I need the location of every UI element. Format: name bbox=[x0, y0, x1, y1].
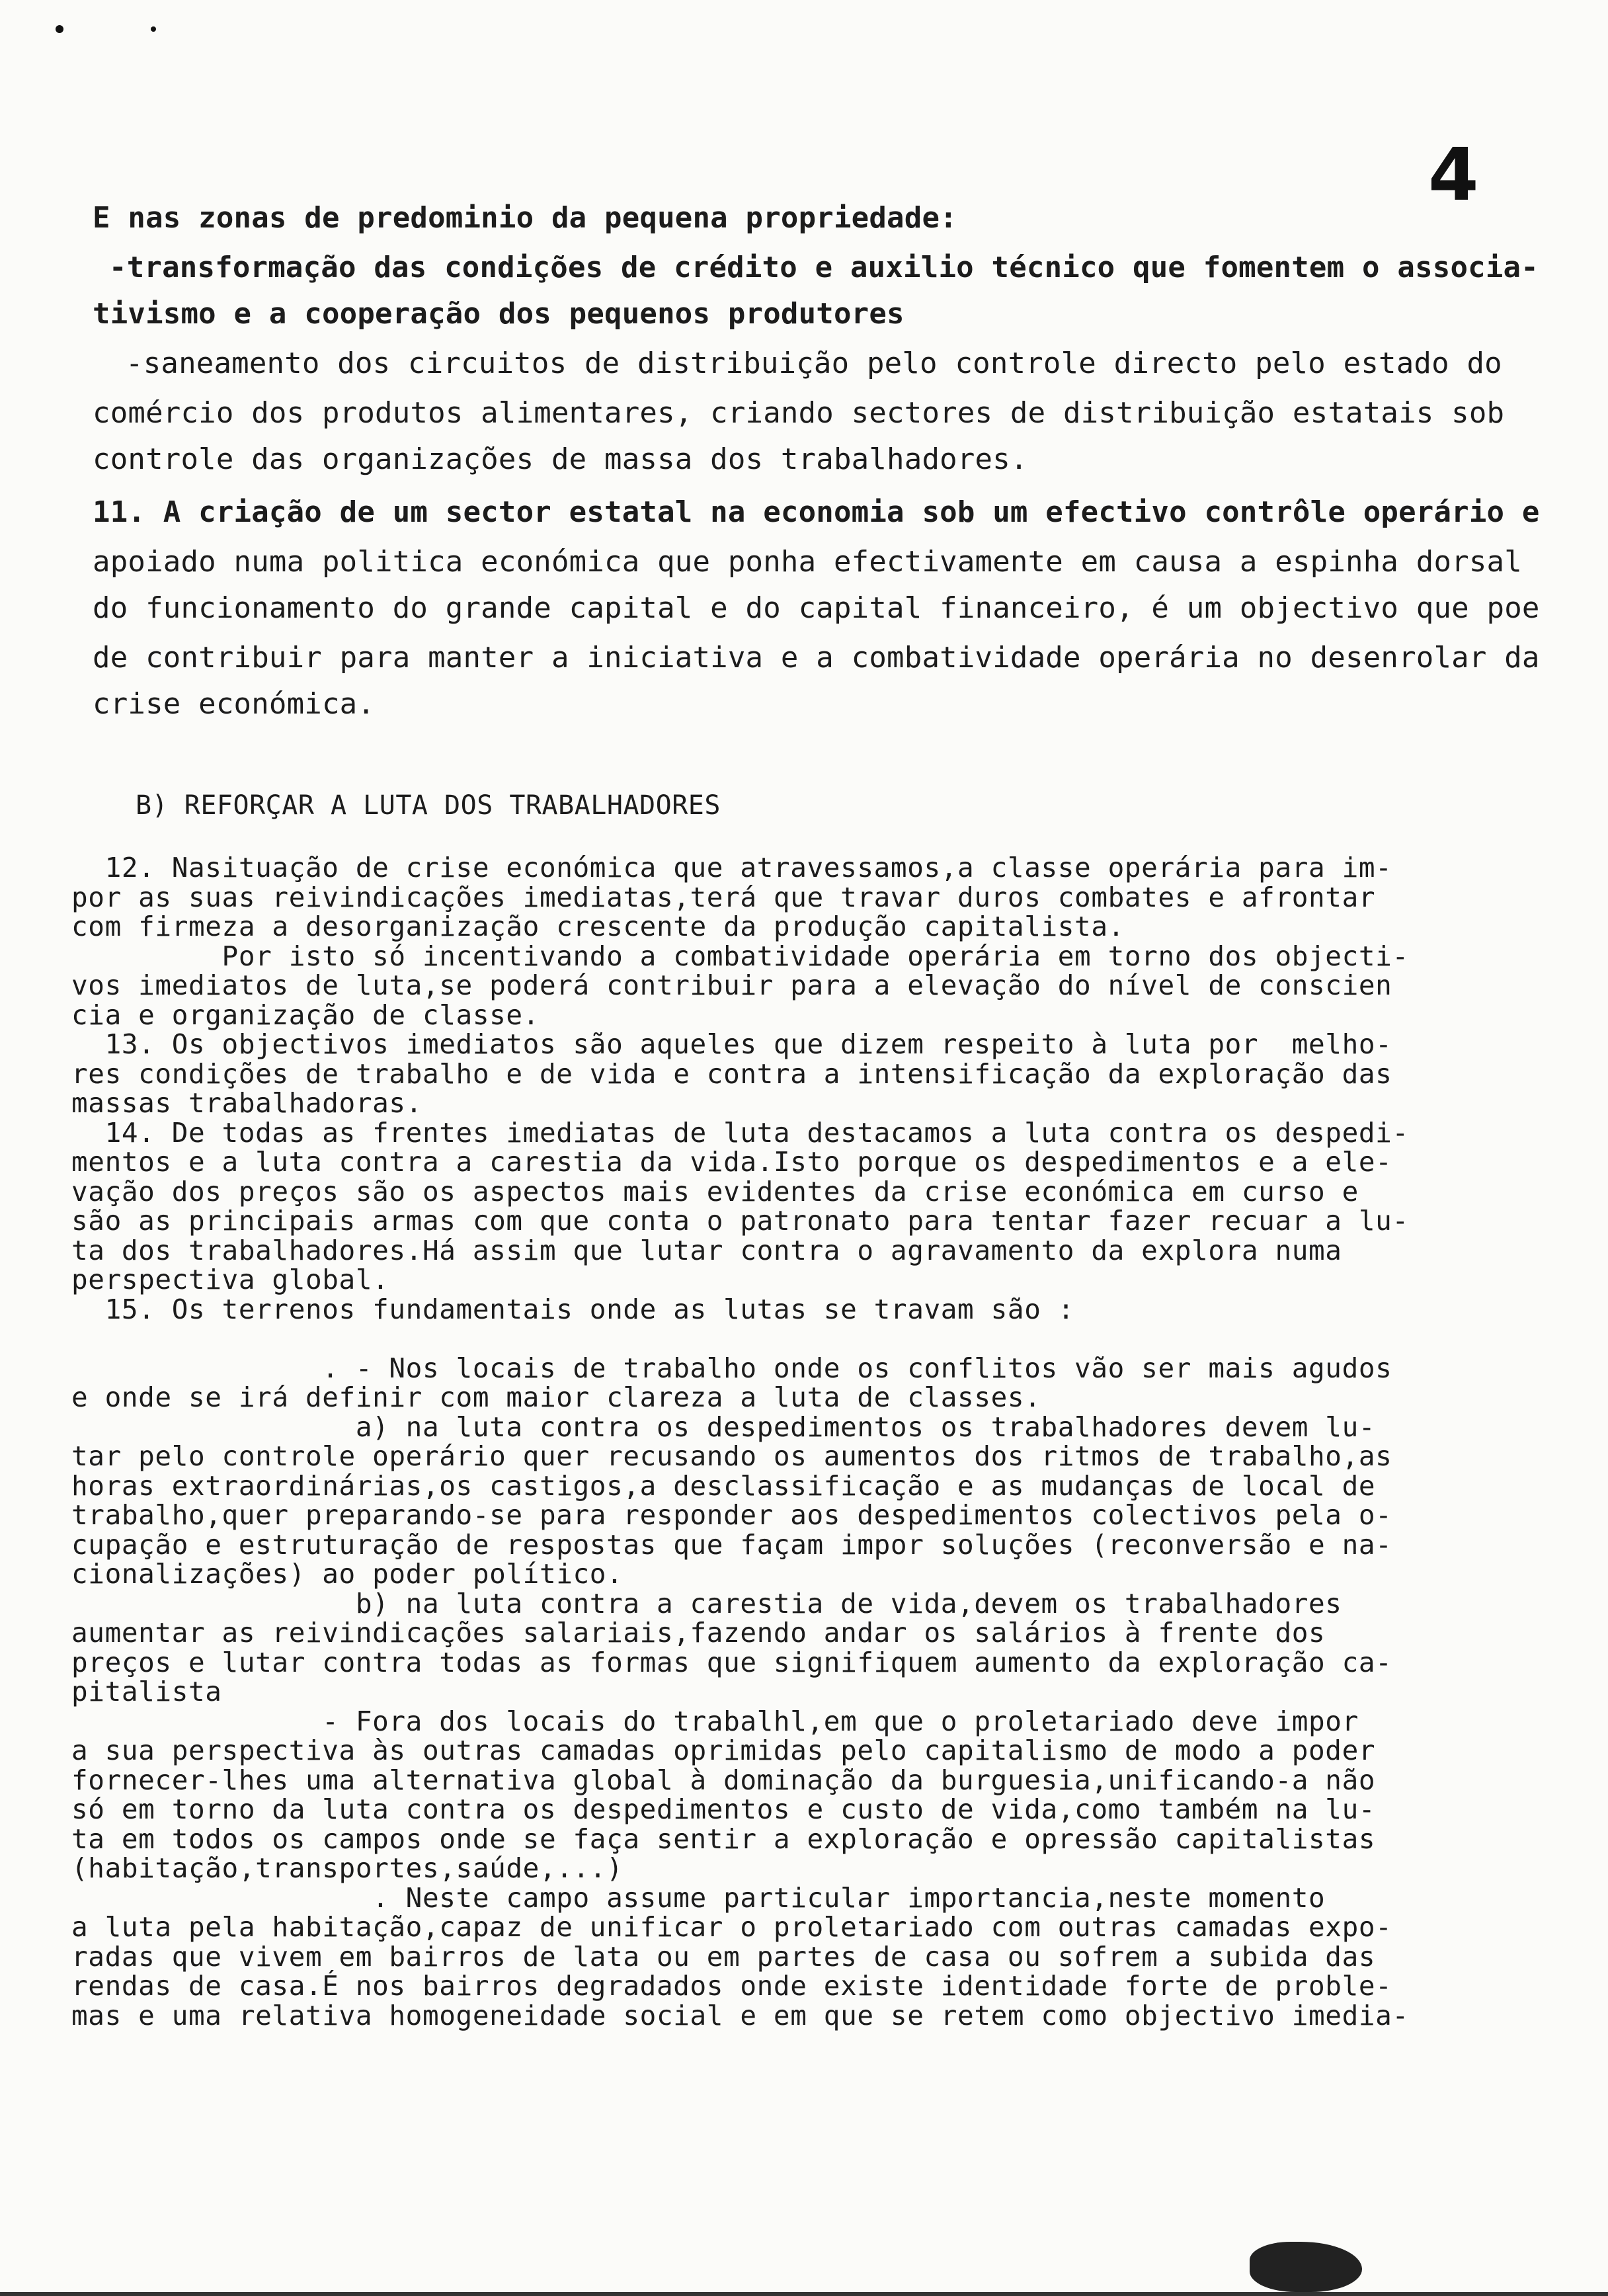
scan-mark-top-left-small bbox=[151, 26, 156, 32]
ink-blot bbox=[1250, 2242, 1362, 2292]
section2-line: vos imediatos de luta,se poderá contribuir para a elevação do nível de conscien bbox=[71, 969, 1392, 1001]
section2-line: radas que vivem em bairros de lata ou em partes de casa ou sofrem a subida das bbox=[71, 1941, 1376, 1973]
section2-line: res condições de trabalho e de vida e contra a intensificação da exploração das bbox=[71, 1058, 1392, 1090]
section1-line: de contribuir para manter a iniciativa e a combatividade operária no desenrolar da bbox=[93, 641, 1540, 675]
section2-line: tar pelo controle operário quer recusando os aumentos dos ritmos de trabalho,as bbox=[71, 1440, 1392, 1472]
section2-line: 14. De todas as frentes imediatas de luta destacamos a luta contra os despedi- bbox=[71, 1117, 1409, 1149]
section2-line: b) na luta contra a carestia de vida,devem os trabalhadores bbox=[71, 1588, 1342, 1620]
section2-line: perspectiva global. bbox=[71, 1264, 389, 1295]
section1-line: 11. A criação de um sector estatal na economia sob um efectivo contrôle operário e bbox=[93, 495, 1540, 529]
section1-line: -transformação das condições de crédito e auxilio técnico que fomentem o associa- bbox=[109, 251, 1539, 284]
section2-line: . Neste campo assume particular importancia,neste momento bbox=[71, 1882, 1326, 1914]
section1-line: E nas zonas de predominio da pequena propriedade: bbox=[93, 201, 957, 235]
section2-line: Por isto só incentivando a combatividade operária em torno dos objecti- bbox=[71, 940, 1409, 972]
section2-line: rendas de casa.É nos bairros degradados onde existe identidade forte de proble- bbox=[71, 1970, 1392, 2002]
section2-line: horas extraordinárias,os castigos,a desclassificação e as mudanças de local de bbox=[71, 1470, 1376, 1502]
bottom-edge bbox=[0, 2292, 1608, 2296]
section2-line: a luta pela habitação,capaz de unificar o proletariado com outras camadas expo- bbox=[71, 1911, 1392, 1943]
section2-line: a sua perspectiva às outras camadas oprimidas pelo capitalismo de modo a poder bbox=[71, 1735, 1376, 1766]
section2-line: vação dos preços são os aspectos mais evidentes da crise económica em curso e bbox=[71, 1176, 1359, 1208]
section2-line: fornecer-lhes uma alternativa global à dominação da burguesia,unificando-a não bbox=[71, 1764, 1376, 1796]
section2-line: - Fora dos locais do trabalhl,em que o proletariado deve impor bbox=[71, 1705, 1359, 1737]
section1-line: crise económica. bbox=[93, 687, 376, 721]
section1-line: comércio dos produtos alimentares, criando sectores de distribuição estatais sob bbox=[93, 396, 1505, 430]
section1-line: do funcionamento do grande capital e do capital financeiro, é um objectivo que poe bbox=[93, 591, 1540, 625]
section2-line: aumentar as reivindicações salariais,fazendo andar os salários à frente dos bbox=[71, 1617, 1326, 1649]
section2-line: 12. Nasituação de crise económica que atravessamos,a classe operária para im- bbox=[71, 852, 1392, 883]
section2-line: cionalizações) ao poder político. bbox=[71, 1558, 623, 1590]
section2-line: trabalho,quer preparando-se para responder aos despedimentos colectivos pela o- bbox=[71, 1499, 1392, 1531]
section2-line: 13. Os objectivos imediatos são aqueles que dizem respeito à luta por melho- bbox=[71, 1028, 1392, 1060]
section2-line: cupação e estruturação de respostas que façam impor soluções (reconversão e na- bbox=[71, 1529, 1392, 1561]
section1-line: tivismo e a cooperação dos pequenos produtores bbox=[93, 297, 904, 331]
section1-line: -saneamento dos circuitos de distribuição pelo controle directo pelo estado do bbox=[126, 347, 1502, 380]
section2-line: são as principais armas com que conta o patronato para tentar fazer recuar a lu- bbox=[71, 1205, 1409, 1237]
section2-line: mas e uma relativa homogeneidade social e em que se retem como objectivo imedia- bbox=[71, 2000, 1409, 2031]
section2-line: . - Nos locais de trabalho onde os conflitos vão ser mais agudos bbox=[71, 1352, 1392, 1384]
section1-line: controle das organizações de massa dos trabalhadores. bbox=[93, 442, 1028, 476]
section2-line: só em torno da luta contra os despedimentos e custo de vida,como também na lu- bbox=[71, 1793, 1376, 1825]
section2-line: mentos e a luta contra a carestia da vida.Isto porque os despedimentos e a ele- bbox=[71, 1146, 1392, 1178]
page-number: 4 bbox=[1428, 132, 1479, 217]
section2-line: pitalista bbox=[71, 1676, 222, 1707]
section2-line: por as suas reivindicações imediatas,terá que travar duros combates e afrontar bbox=[71, 882, 1376, 913]
section2-line: ta em todos os campos onde se faça sentir a exploração e opressão capitalistas bbox=[71, 1823, 1376, 1855]
section2-line: cia e organização de classe. bbox=[71, 999, 540, 1031]
section2-line: ta dos trabalhadores.Há assim que lutar contra o agravamento da explora numa bbox=[71, 1235, 1342, 1266]
section2-line: massas trabalhadoras. bbox=[71, 1087, 422, 1119]
section2-line: preços e lutar contra todas as formas que signifiquem aumento da exploração ca- bbox=[71, 1647, 1392, 1678]
section-b-heading: B) REFORÇAR A LUTA DOS TRABALHADORES bbox=[136, 790, 721, 821]
section2-line: 15. Os terrenos fundamentais onde as lutas se travam são : bbox=[71, 1293, 1075, 1325]
section2-line: a) na luta contra os despedimentos os trabalhadores devem lu- bbox=[71, 1411, 1376, 1443]
section2-line: com firmeza a desorganização crescente da produção capitalista. bbox=[71, 911, 1125, 942]
section2-line: (habitação,transportes,saúde,...) bbox=[71, 1852, 623, 1884]
section1-line: apoiado numa politica económica que ponha efectivamente em causa a espinha dorsal bbox=[93, 545, 1522, 579]
section2-line: e onde se irá definir com maior clareza a luta de classes. bbox=[71, 1381, 1041, 1413]
scan-mark-top-left bbox=[56, 25, 63, 33]
